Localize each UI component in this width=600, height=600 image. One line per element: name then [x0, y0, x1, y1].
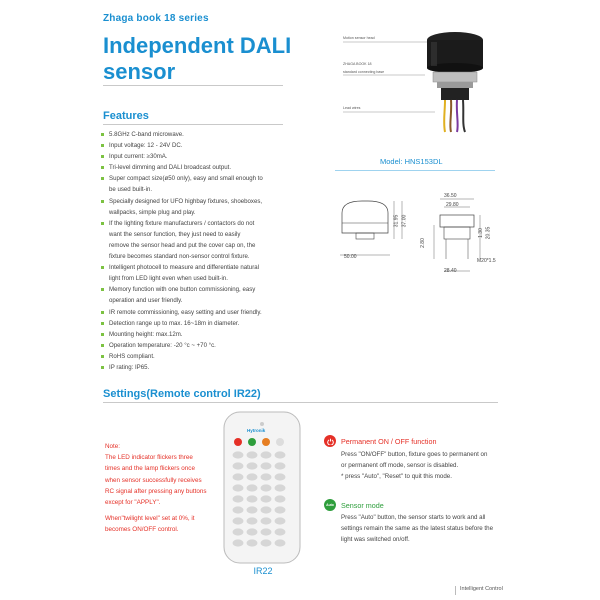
feature-item-continued: remove the sensor head and put the cover cap on, the [109, 241, 256, 249]
note-line: becomes ON/OFF control. [105, 526, 179, 534]
power-icon [324, 435, 336, 447]
remote-key [261, 528, 272, 535]
remote-key [233, 539, 244, 546]
onoff-desc-line: or permanent off mode, sensor is disabled. [341, 462, 459, 470]
remote-key [275, 451, 286, 458]
feature-item: IP rating: IP65. [101, 362, 287, 373]
callout-base-line2: standard connecting base [343, 70, 385, 74]
remote-key [247, 451, 258, 458]
remote-brand: Hytronik [247, 428, 266, 433]
dimension-drawing [330, 185, 500, 280]
remote-key [233, 517, 244, 524]
remote-key [247, 484, 258, 491]
feature-item: Tri-level dimming and DALI broadcast output. [101, 162, 287, 173]
feature-item-continued: be used built-in. [109, 186, 153, 194]
feature-item: Mounting height: max.12m. [101, 329, 287, 340]
feature-item: IR remote commissioning, easy setting and user friendly. [101, 307, 287, 318]
feature-list [101, 129, 287, 373]
remote-key [275, 528, 286, 535]
sensor-mode-desc-line: settings remain the same as the latest status before the [341, 525, 494, 533]
remote-key [261, 462, 272, 469]
remote-key [275, 539, 286, 546]
note-block [105, 441, 217, 536]
onoff-description [341, 449, 536, 483]
remote-key [261, 495, 272, 502]
remote-key [275, 495, 286, 502]
title-divider [103, 85, 283, 86]
auto-icon: Auto [324, 499, 336, 511]
remote-key [247, 517, 258, 524]
feature-item: Detection range up to max. 16~18m in diameter. [101, 318, 287, 329]
remote-key [247, 528, 258, 535]
settings-heading: Settings(Remote control IR22) [103, 388, 261, 400]
remote-key [275, 484, 286, 491]
page-title [103, 33, 293, 85]
page-title-line2: sensor [103, 59, 176, 84]
dim-thread: M20*1.5 [477, 258, 496, 264]
model-label: Model: HNS153DL [380, 157, 443, 166]
sensor-mode-desc-line: Press "Auto" button, the sensor starts to work and all [341, 514, 486, 521]
remote-key [247, 473, 258, 480]
feature-item: Input voltage: 12 - 24V DC. [101, 140, 287, 151]
remote-key [247, 506, 258, 513]
dim-width: 50.00 [344, 254, 357, 260]
remote-key [233, 495, 244, 502]
onoff-desc-line: Press "ON/OFF" button, fixture goes to permanent on [341, 451, 488, 458]
feature-item: 5.8GHz C-band microwave. [101, 129, 287, 140]
note-line: except for "APPLY". [105, 499, 161, 507]
remote-key [247, 462, 258, 469]
remote-key [275, 506, 286, 513]
remote-key [233, 462, 244, 469]
remote-key [233, 451, 244, 458]
dim-height-4: 2.80 [419, 238, 426, 248]
onoff-title: Permanent ON / OFF function [341, 437, 437, 446]
sensor-mode-description [341, 512, 536, 546]
footer-text: Intelligent Control [460, 586, 503, 592]
remote-control-image [222, 410, 302, 565]
feature-item: If the lighting fixture manufacturers / contactors do not [101, 218, 287, 229]
feature-item: Memory function with one button commissioning, easy [101, 284, 287, 295]
remote-key [261, 506, 272, 513]
feature-item: Input current: ≥30mA. [101, 151, 287, 162]
series-label: Zhaga book 18 series [103, 13, 209, 24]
model-divider [335, 170, 495, 171]
remote-key [261, 473, 272, 480]
dim-height-3: 1.30 [477, 228, 484, 238]
dim-diameter-1: 36.50 [444, 193, 457, 199]
onoff-desc-line: * press "Auto", "Reset" to quit this mode. [341, 473, 452, 481]
feature-item: Operation temperature: -20 °c ~ +70 °c. [101, 340, 287, 351]
features-heading: Features [103, 110, 149, 122]
dim-height-2: 37.00 [401, 214, 408, 228]
feature-item-continued: light from LED light even when used built-in. [109, 275, 228, 283]
remote-caption: IR22 [253, 566, 273, 576]
remote-key [233, 484, 244, 491]
remote-key [233, 506, 244, 513]
remote-key [261, 451, 272, 458]
remote-key [261, 484, 272, 491]
remote-key [275, 517, 286, 524]
dim-diameter-2: 29.80 [446, 202, 459, 208]
settings-divider [103, 402, 498, 403]
feature-item-continued: wallpacks, simple plug and play. [109, 208, 196, 216]
sensor-mode-title: Sensor mode [341, 501, 384, 510]
features-divider [103, 124, 283, 125]
sensor-mode-desc-line: light was switched on/off. [341, 536, 410, 544]
remote-key [275, 473, 286, 480]
dim-height-1: 31.95 [393, 214, 400, 228]
remote-key [261, 539, 272, 546]
callout-sensor-head: Motion sensor head [343, 36, 375, 40]
footer-divider [455, 586, 456, 595]
dim-height-5: 20.35 [485, 226, 492, 240]
remote-key [261, 517, 272, 524]
note-line: Note: [105, 443, 121, 450]
note-line: When"twilight level" set at 0%, it [105, 515, 195, 523]
remote-key [247, 539, 258, 546]
note-line: times and the lamp flickers once [105, 465, 195, 473]
page-title-line1: Independent DALI [103, 33, 292, 58]
feature-item: Intelligent photocell to measure and differentiate natural [101, 262, 287, 273]
remote-key [275, 462, 286, 469]
dim-diameter-3: 28.40 [444, 268, 457, 274]
callout-lead-wires: Lead wires [343, 106, 361, 110]
feature-item: Super compact size(ø50 only), easy and small enough to [101, 173, 287, 184]
feature-item: RoHS compliant. [101, 351, 287, 362]
feature-item-continued: operation and user friendly. [109, 297, 183, 305]
callout-base-line1: ZHAGA BOOK 18 [343, 62, 372, 66]
feature-item-continued: fixture becomes standard non-sensor control fixture. [109, 253, 250, 261]
note-line: The LED indicator flickers three [105, 454, 193, 462]
remote-key [233, 473, 244, 480]
note-line: RC signal after pressing any buttons [105, 487, 207, 495]
feature-item: Specially designed for UFO highbay fixtures, shoeboxes, [101, 196, 287, 207]
remote-key [233, 528, 244, 535]
remote-key [247, 495, 258, 502]
feature-item-continued: want the sensor function, they just need to easily [109, 230, 241, 238]
note-line: when sensor successfully receives [105, 476, 202, 484]
